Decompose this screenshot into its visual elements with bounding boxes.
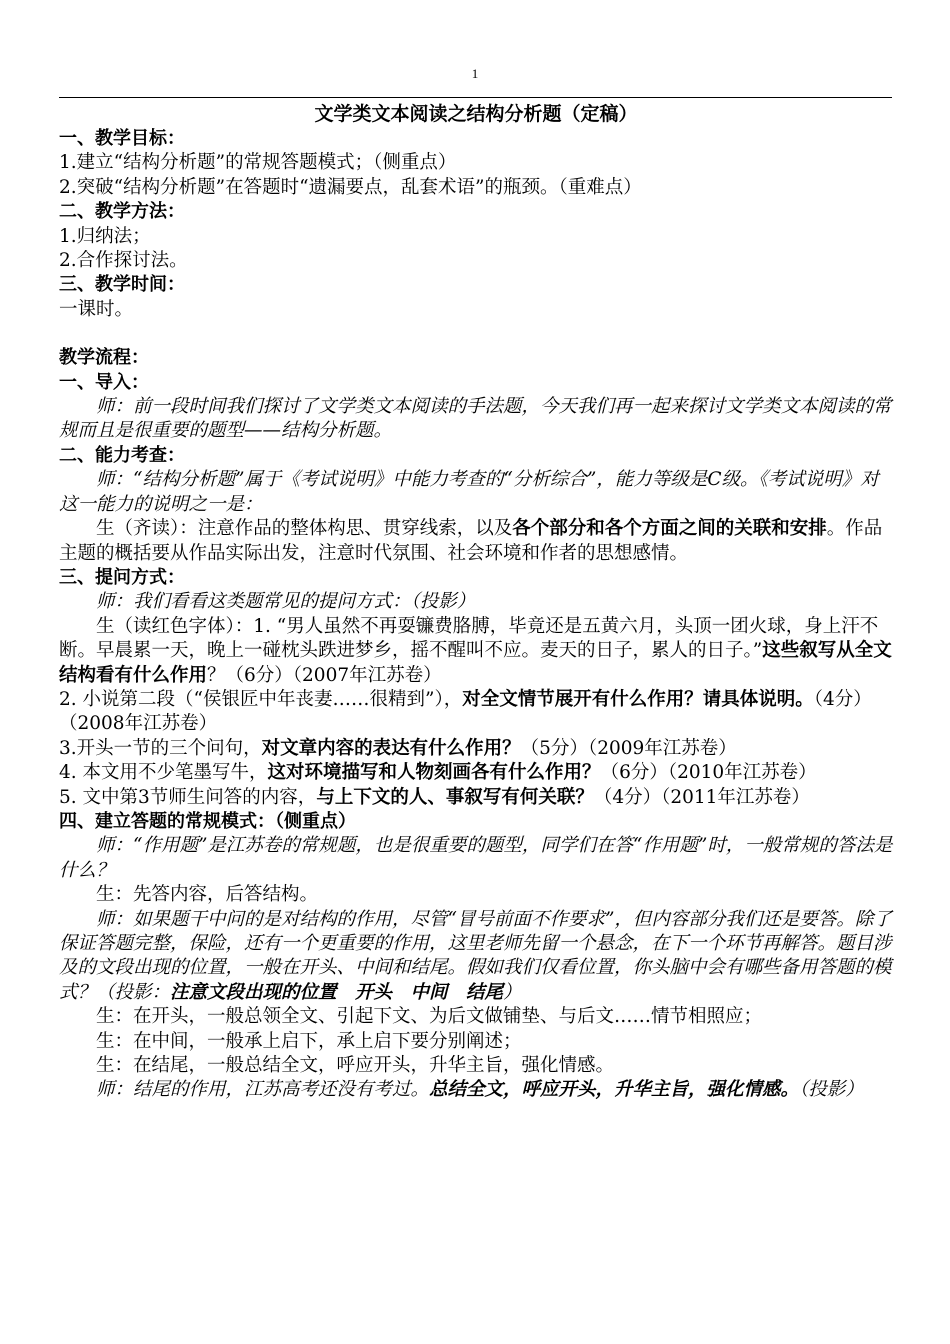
flow-heading-mode: 四、建立答题的常规模式：（侧重点） (59, 810, 356, 832)
text-run: 。作品主题的概括要从作品实际出发，注意时代氛围、社会环境和作者的思想感情。 (59, 518, 883, 564)
method-item: 1.归纳法； (59, 225, 151, 247)
time-text: 一课时。 (59, 298, 134, 320)
section-heading-flow: 教学流程： (59, 347, 149, 369)
text-run: （6分）（2010年江苏卷） (600, 762, 817, 784)
text-run: （4分）（2011年江苏卷） (593, 786, 810, 808)
teacher-line (59, 908, 893, 1006)
flow-heading-questions: 三、提问方式： (59, 566, 185, 588)
section-heading-time: 三、教学时间： (59, 274, 185, 296)
question-item (59, 786, 893, 810)
teacher-line: 师：“作用题”是江苏卷的常规题，也是很重要的题型，同学们在答“作用题”时，一般常规的答法是什么？ (59, 835, 893, 881)
text-run: （4分）（2008年江苏卷） (59, 688, 872, 735)
question-item (59, 737, 893, 761)
blank-line (59, 322, 893, 346)
emphasis-text: 与上下文的人、事叙写有何关联？ (316, 786, 594, 808)
text-run: 生（齐读）：注意作品的整体构思、贯穿线索，以及 (96, 518, 513, 540)
text-run: 师：如果题干中问的是对结构的作用，尽管“冒号前面不作要求”，但内容部分我们还是要答。除了保证答题完整，保险，还有一个更重要的作用，这里老师先留一个悬念，在下一个环节再解答。题目涉及的文段出现的位置，一般在开头、中间和结尾。假如我们仅看位置，你头脑中会有哪些备用答题的模式？（投影： (59, 908, 892, 1003)
student-line: 生：先答内容，后答结构。 (96, 884, 319, 906)
emphasis-text: 对全文情节展开有什么作用？请具体说明。 (462, 688, 814, 710)
text-run: 生（读红色字体）：1. “男人虽然不再耍镰费胳膊，毕竟还是五黄六月，头顶一团火球，身上汗不断。早晨累一天，晚上一碰枕头跌进梦乡，摇不醒叫不应。麦天的日子，累人的日子。” (59, 615, 879, 662)
text-run: （投影） (799, 1079, 864, 1101)
document-title: 文学类文本阅读之结构分析题（定稿） (314, 103, 638, 125)
document-body (59, 101, 893, 1103)
emphasis-text: 这对环境描写和人物刻画各有什么作用？ (267, 762, 601, 784)
text-run: 5. 文中第3节师生问答的内容， (59, 786, 317, 808)
emphasis-text: 注意文段出现的位置 开头 中间 结尾 (170, 981, 504, 1003)
goal-item: 1.建立“结构分析题”的常规答题模式；（侧重点） (59, 152, 457, 174)
student-line: 生：在结尾，一般总结全文，呼应开头，升华主旨，强化情感。 (96, 1055, 615, 1077)
emphasis-text: 总结全文，呼应开头，升华主旨，强化情感。 (429, 1079, 800, 1101)
section-heading-goals: 一、教学目标： (59, 128, 185, 149)
question-item (59, 615, 893, 688)
question-item (59, 761, 893, 785)
text-run: 2. 小说第二段（“侯银匠中年丧妻……很精到”）， (59, 688, 463, 710)
teacher-line: 师：“结构分析题”属于《考试说明》中能力考查的“分析综合”，能力等级是C级。《考试说明》对这一能力的说明之一是： (59, 469, 879, 515)
header-rule (59, 97, 892, 98)
flow-heading-ability: 二、能力考查： (59, 444, 185, 466)
teacher-line: 师：前一段时间我们探讨了文学类文本阅读的手法题，今天我们再一起来探讨文学类文本阅读的常规而且是很重要的题型——结构分析题。 (59, 396, 892, 442)
teacher-line (59, 1078, 893, 1102)
question-item (59, 688, 893, 737)
emphasis-text: 对文章内容的表达有什么作用？ (261, 737, 521, 759)
page-number: 1 (471, 66, 479, 81)
student-line (59, 517, 893, 566)
text-run: （5分）（2009年江苏卷） (520, 737, 737, 759)
teacher-line: 师：我们看看这类题常见的提问方式：（投影） (96, 591, 476, 613)
goal-item: 2.突破“结构分析题”在答题时“遗漏要点，乱套术语”的瓶颈。（重难点） (59, 176, 642, 198)
student-line: 生：在中间，一般承上启下，承上启下要分别阐述； (96, 1030, 522, 1052)
text-run: 3.开头一节的三个问句， (59, 737, 262, 759)
method-item: 2.合作探讨法。 (59, 250, 188, 272)
student-line: 生：在开头，一般总领全文、引起下文、为后文做铺垫、与后文……情节相照应； (96, 1006, 763, 1028)
emphasis-text: 这些叙写从全文结构看有什么作用 (59, 640, 892, 686)
section-heading-methods: 二、教学方法： (59, 201, 185, 223)
text-run: 4. 本文用不少笔墨写牛， (59, 762, 268, 784)
text-run: ？（6分）（2007年江苏卷） (207, 664, 442, 686)
text-run: ） (503, 981, 522, 1003)
flow-heading-intro: 一、导入： (59, 371, 149, 393)
emphasis-text: 各个部分和各个方面之间的关联和安排 (512, 518, 827, 540)
text-run: 师：结尾的作用，江苏高考还没有考过。 (96, 1079, 430, 1101)
